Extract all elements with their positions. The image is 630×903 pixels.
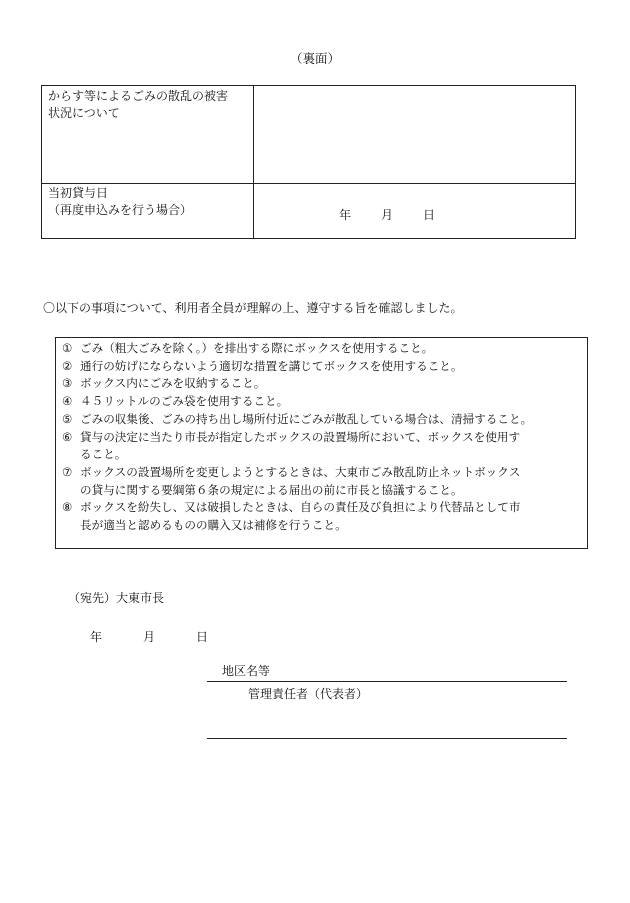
rule-item: ⑤ ごみの収集後、ごみの持ち出し場所付近にごみが散乱している場合は、清掃すること。 xyxy=(62,411,533,426)
loan-date-year: 年 xyxy=(339,208,352,222)
rule-item: ⑦ ボックスの設置場所を変更しようとするときは、大東市ごみ散乱防止ネットボックス の貸与に関する要綱第６条の規定による届出の前に市長と協議すること。 xyxy=(62,464,521,497)
damage-status-label-line2: 状況について xyxy=(48,106,120,120)
rule-item: ③ ボックス内にごみを収納すること。 xyxy=(62,376,266,391)
rule-item: ⑥ 貸与の決定に当たり市長が指定したボックスの設置場所において、ボックスを使用す ること。 xyxy=(62,429,521,462)
rule-item: ① ごみ（粗大ごみを除く。）を排出する際にボックスを使用すること。 xyxy=(62,341,434,355)
damage-status-field[interactable] xyxy=(254,86,575,183)
page-heading: （裏面） xyxy=(289,51,340,66)
damage-status-label-line1: からす等によるごみの散乱の被害 xyxy=(48,89,229,103)
manager-label: 管理責任者（代表者） xyxy=(248,687,369,701)
info-table xyxy=(41,85,576,239)
initial-loan-date-label-line1: 当初貸与日 xyxy=(48,186,109,200)
manager-signature-line[interactable] xyxy=(207,738,567,739)
addressee: （宛先）大東市長 xyxy=(68,591,165,605)
confirmation-statement: 〇以下の事項について、利用者全員が理解の上、遵守する旨を確認しました。 xyxy=(43,301,463,315)
submission-date-month: 月 xyxy=(143,630,156,644)
submission-date-day: 日 xyxy=(196,630,209,644)
loan-date-day: 日 xyxy=(423,208,436,222)
submission-date-year: 年 xyxy=(90,630,103,644)
district-name-label: 地区名等 xyxy=(222,664,271,678)
district-name-line[interactable] xyxy=(207,681,567,682)
initial-loan-date-label xyxy=(48,185,192,219)
rules-box xyxy=(55,337,588,549)
rule-item: ⑧ ボックスを紛失し、又は破損したときは、自らの責任及び負担により代替品として市 長が適当と認めるものの購入又は補修を行うこと。 xyxy=(62,500,521,533)
initial-loan-date-label-line2: （再度申込みを行う場合） xyxy=(48,203,193,217)
loan-date-month: 月 xyxy=(381,208,394,222)
rule-item: ④ ４５リットルのごみ袋を使用すること。 xyxy=(62,394,289,409)
rule-item: ② 通行の妨げにならないよう適切な措置を講じてボックスを使用すること。 xyxy=(62,358,463,373)
table-row-divider xyxy=(42,183,575,184)
damage-status-label xyxy=(48,88,228,122)
